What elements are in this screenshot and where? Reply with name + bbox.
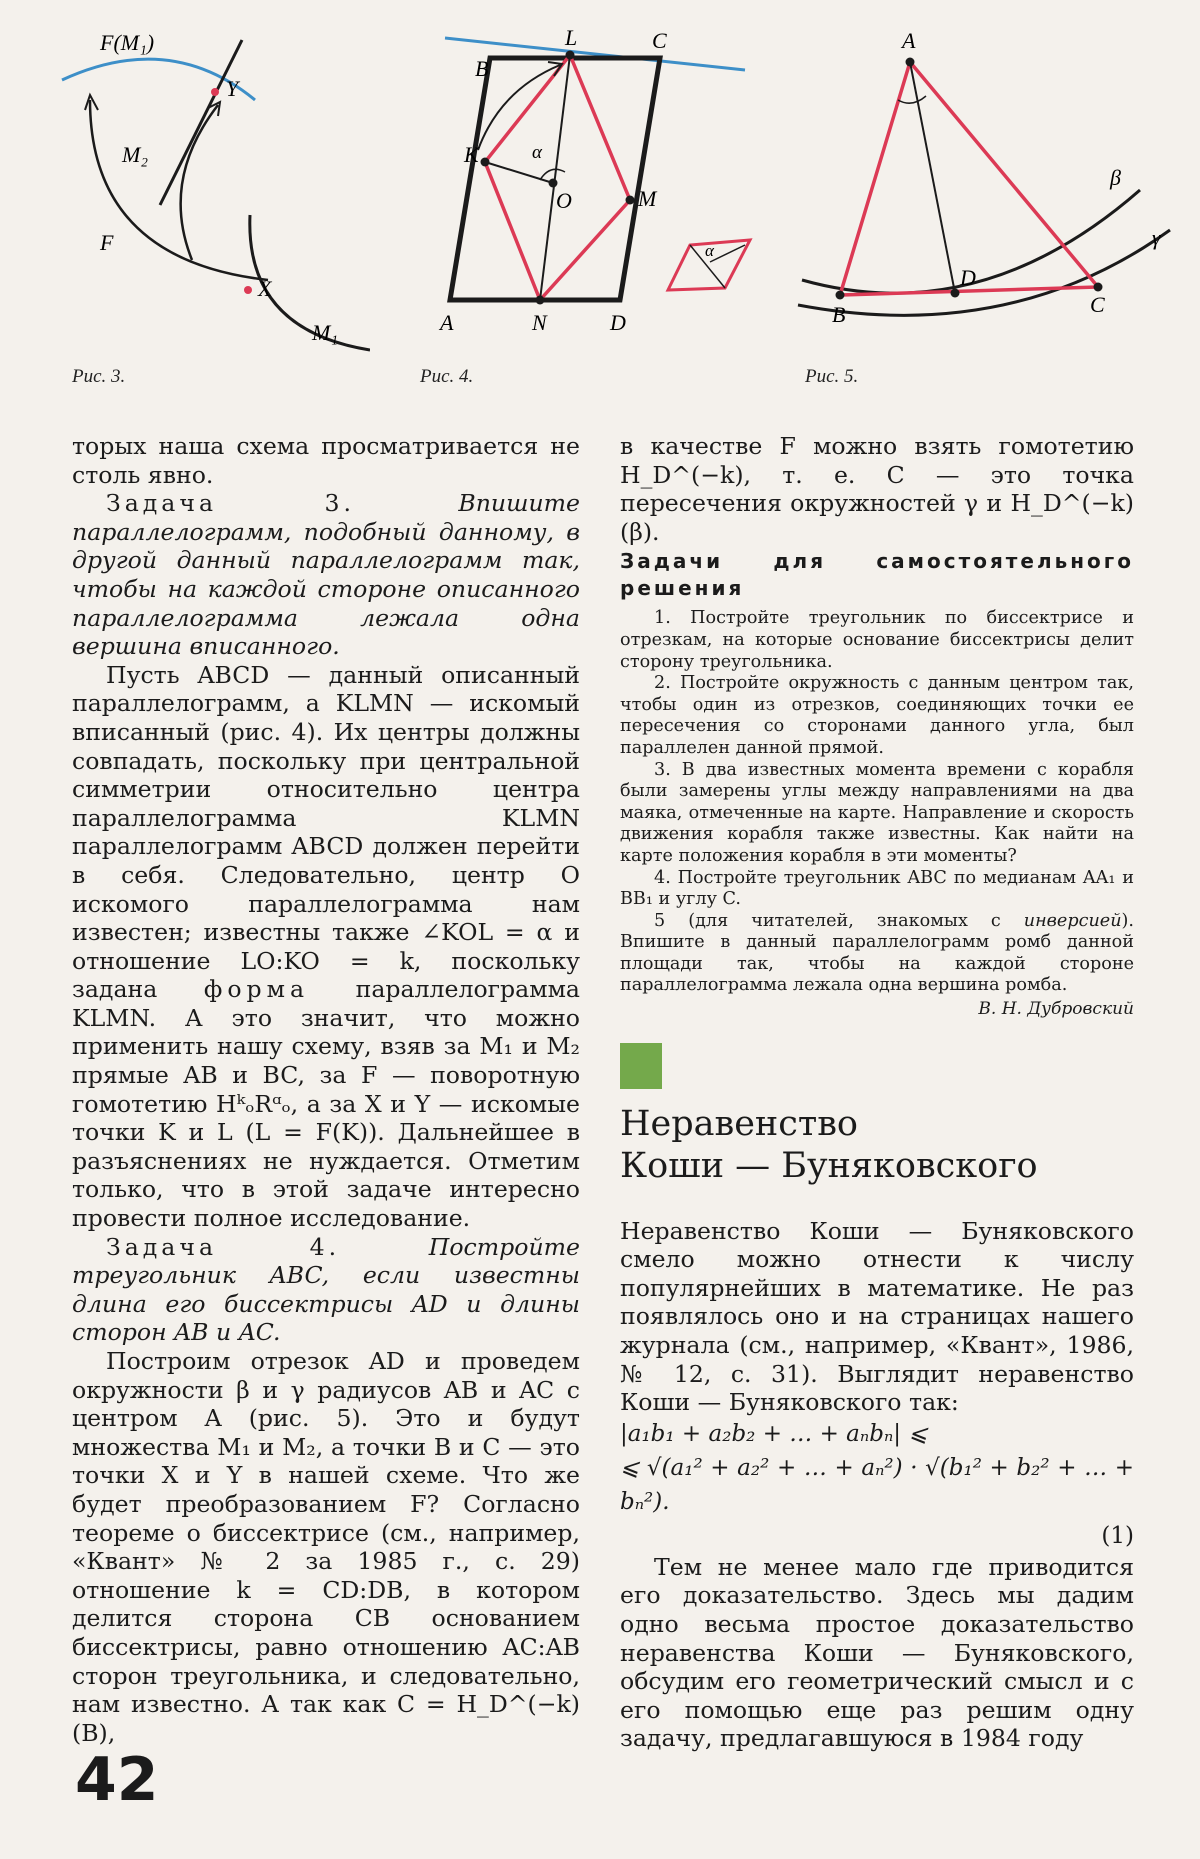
label-b: B — [832, 302, 846, 327]
parallelogram-klmn — [485, 55, 630, 300]
label-b: B — [475, 56, 489, 81]
point-x — [244, 286, 252, 294]
label-n: N — [532, 310, 547, 335]
paragraph-intro: Неравенство Коши — Буняковского смело можно отнести к числу популярнейших в математике. Не раз появлялось оно и на страницах нашего журнала (см., например, «Квант», 1986, № 12, с. 31). Выглядит неравенство Коши — Буняковского так: — [620, 1216, 1134, 1417]
arrow-k-l — [478, 65, 560, 150]
bisector-ad — [910, 62, 955, 293]
spaced-word-forma: форма — [203, 975, 310, 1004]
figure-3 — [40, 0, 370, 380]
label-o: O — [556, 188, 572, 213]
author: В. Н. Дубровский — [978, 999, 1134, 1020]
task-3-solution-part-1: Пусть ABCD — данный описанный параллелограмм, а KLMN — искомый вписанный (рис. 4). Их центры должны совпадать, поскольку при центральной симметрии относительно центра параллелограмма KLMN параллелограмм ABCD должен перейти в себя. Следовательно, центр O искомого параллелограмма нам известен; известны также ∠KOL = α и отношение LO:KO = k, поскольку задана — [72, 660, 580, 1004]
label-d: D — [960, 265, 976, 290]
exercise-4: 4. Постройте треугольник ABC по медианам AA₁ и BB₁ и углу C. — [620, 867, 1134, 910]
circle-gamma — [798, 230, 1170, 315]
page-number: 42 — [75, 1745, 159, 1815]
line-m2 — [160, 40, 242, 205]
label-d: D — [610, 310, 626, 335]
article-title — [620, 1103, 1134, 1187]
exercise-5 — [620, 911, 1134, 997]
paragraph-task-3-solution — [72, 661, 580, 1233]
formula-number: (1) — [1101, 1522, 1134, 1549]
diagonal-ln — [540, 55, 570, 300]
task-4-label: Задача 4. — [106, 1232, 341, 1261]
label-m2: M₂ — [122, 142, 148, 167]
label-m: M — [638, 186, 657, 211]
exercise-3: 3. В два известных момента времени с корабля были замерены углы между направлениями на два маяка, отмеченные на карте. Направление и скорость движения корабля также известны. Как найти на карте положения корабля в эти моменты? — [620, 759, 1134, 866]
figure-5 — [780, 0, 1200, 380]
label-a: A — [902, 28, 916, 53]
label-alpha: α — [532, 142, 542, 163]
label-alpha-small: α — [705, 241, 714, 260]
figure-4 — [420, 0, 790, 380]
paragraph-proof-intro: Тем не менее мало где приводится его доказательство. Здесь мы дадим одно весьма простое доказательство неравенства Коши — Буняковского, обсудим его геометрический смысл и с его помощью еще раз решим одну задачу, предлагавшуюся в 1984 году — [620, 1552, 1134, 1753]
formula-line-2: ⩽ √(a₁² + a₂² + … + aₙ²) · √(b₁² + b₂² + … + bₙ²). — [620, 1454, 1134, 1515]
label-x: X — [258, 276, 272, 301]
figure-4-drawing — [420, 0, 790, 380]
segment-ko — [485, 162, 553, 183]
label-f-m1: F(M₁) — [100, 30, 155, 55]
label-a: A — [440, 310, 454, 335]
exercise-1: 1. Постройте треугольник по биссектрисе и отрезкам, на которые основание биссектрисы делит сторону треугольника. — [620, 608, 1134, 672]
cauchy-inequality-formula — [620, 1417, 1134, 1553]
article-title-line-1: Неравенство — [620, 1103, 858, 1144]
exercise-2: 2. Постройте окружность с данным центром так, чтобы один из отрезков, соединяющих точки ее пересечения со сторонами данного угла, был параллелен данной прямой. — [620, 673, 1134, 758]
task-3-label: Задача 3. — [106, 489, 355, 518]
triangle-abc — [840, 62, 1098, 295]
label-beta: β — [1110, 165, 1121, 190]
task-4-text: Постройте треугольник ABC, если известны длина его биссектрисы AD и длины сторон AB и AC. — [72, 1232, 580, 1347]
label-l: L — [565, 25, 578, 50]
paragraph-task-4-solution: Построим отрезок AD и проведем окружности β и γ радиусов AB и AC с центром A (рис. 5). Это и будут множества M₁ и M₂, а точки B и C — это точки X и Y в нашей схеме. Что же будет преобразованием F? Согласно теореме о биссектрисе (см., например, «Квант» № 2 за 1985 г., с. 29) отношение k = CD:DB, в котором делится сторона CB основанием биссектрисы, равно отношению AC:AB сторон треугольника, и следовательно, нам известно. А так как C = H_D^(−k)(B), — [72, 1347, 580, 1747]
figure-3-caption: Рис. 3. — [72, 366, 126, 387]
figure-5-drawing — [780, 0, 1200, 380]
exercise-list — [620, 608, 1134, 1020]
label-gamma: γ — [1152, 225, 1161, 250]
green-square-marker — [620, 1043, 662, 1089]
exercise-5-prefix: 5 (для читателей, знакомых с — [654, 910, 1001, 931]
label-c: C — [652, 28, 667, 53]
article-title-line-2: Коши — Буняковского — [620, 1145, 1038, 1186]
figure-5-caption: Рис. 5. — [805, 366, 859, 387]
arrow-f — [90, 100, 268, 280]
exercises-heading: Задачи для самостоятельного решения — [620, 549, 1134, 601]
label-c: C — [1090, 292, 1105, 317]
left-column — [72, 432, 580, 1747]
task-3-text: Впишите параллелограмм, подобный данному, в другой данный параллелограмм так, чтобы на каждой стороне описанного параллелограмма лежала одна вершина вписанного. — [72, 489, 580, 661]
figure-3-drawing — [40, 0, 370, 380]
exercise-5-italic: инверсией — [1023, 910, 1122, 931]
label-m1: M₁ — [312, 320, 338, 345]
task-4 — [72, 1233, 580, 1347]
right-column — [620, 432, 1134, 1753]
paragraph-continuation: торых наша схема просматривается не столь явно. — [72, 432, 580, 489]
exercise-5-rest: ). Впишите в данный параллелограмм ромб данной площади так, чтобы на каждой стороне параллелограмма лежала одна вершина ромба. — [620, 910, 1134, 996]
paragraph-homothety: в качестве F можно взять гомотетию H_D^(−k), т. е. C — это точка пересечения окружностей γ и H_D^(−k)(β). — [620, 432, 1134, 546]
formula-line-1: |a₁b₁ + a₂b₂ + … + aₙbₙ| ⩽ — [620, 1420, 928, 1447]
figure-4-caption: Рис. 4. — [420, 366, 474, 387]
task-3-solution-part-2: параллелограмма KLMN. А это значит, что можно применить нашу схему, взяв за M₁ и M₂ прямые AB и BC, за F — поворотную гомотетию HᵏₒRᵅₒ, а за X и Y — искомые точки K и L (L = F(K)). Дальнейшее в разъяснениях не нуждается. Отметим только, что в этой задаче интересно провести полное исследование. — [72, 975, 580, 1233]
label-y: Y — [226, 76, 239, 101]
label-f: F — [100, 230, 114, 255]
point-y — [211, 88, 219, 96]
task-3 — [72, 489, 580, 661]
label-k: K — [464, 142, 479, 167]
